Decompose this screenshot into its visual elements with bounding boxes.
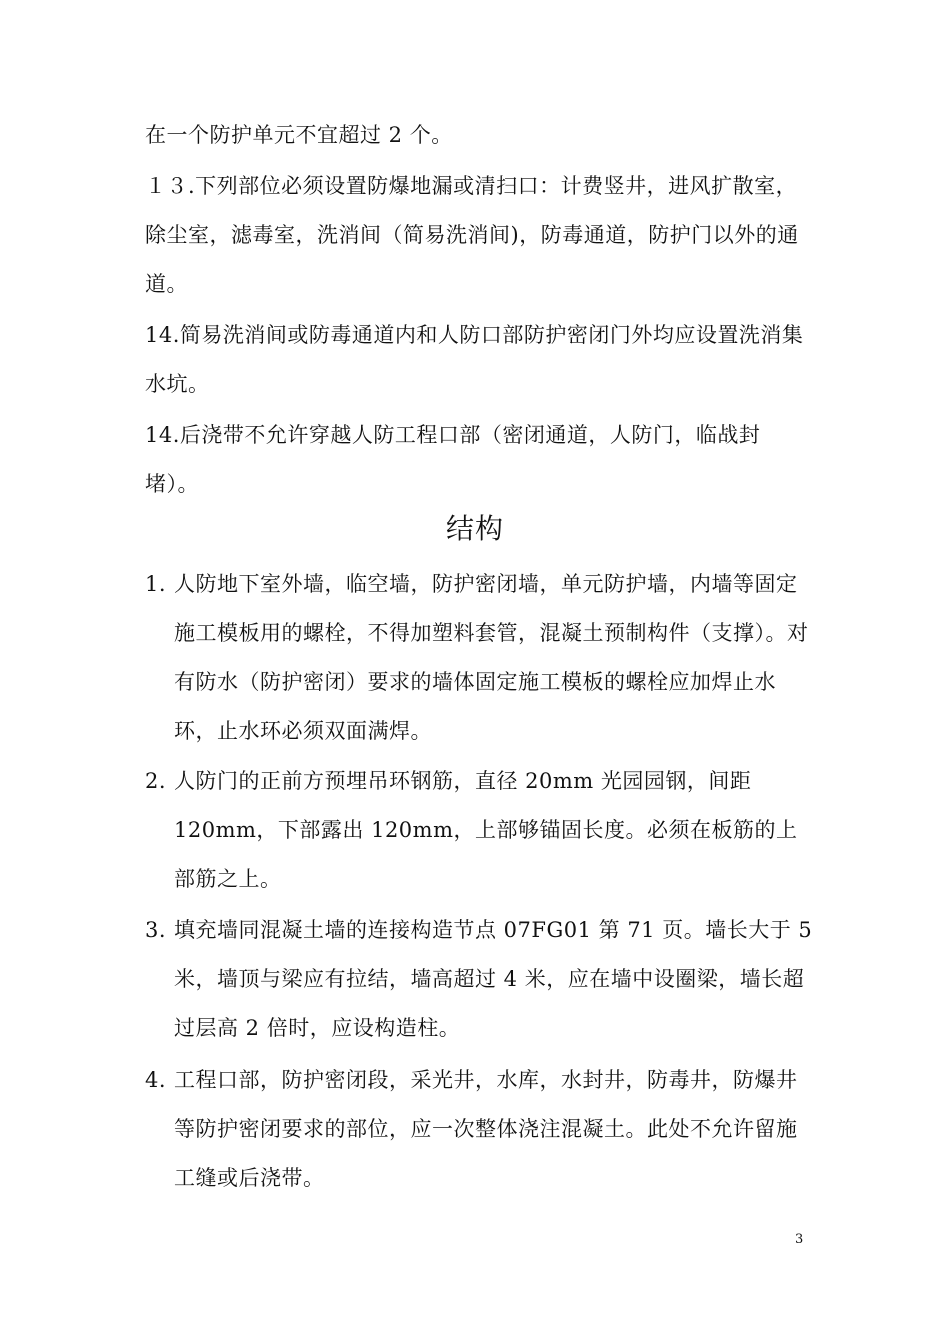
paragraph-item-14a: 14.简易洗消间或防毒通道内和人防口部防护密闭门外均应设置洗消集水坑。 — [145, 323, 804, 396]
paragraph-item-13: １３.下列部位必须设置防爆地漏或清扫口：计费竖井，进风扩散室，除尘室，滤毒室，洗消间（简易洗消间)，防毒通道，防护门以外的通道。 — [145, 174, 799, 296]
list-item-text: 人防门的正前方预埋吊环钢筋，直径 20mm 光园园钢，间距 120mm，下部露出 120mm，上部够锚固长度。必须在板筋的上部筋之上。 — [174, 769, 798, 891]
structure-list-item-4-wrapper — [145, 1056, 813, 1207]
structure-list-item-1-wrapper — [145, 560, 813, 760]
list-item-text: 人防地下室外墙，临空墙，防护密闭墙，单元防护墙，内墙等固定施工模板用的螺栓，不得加塑料套管，混凝土预制构件（支撑）。对有防水（防护密闭）要求的墙体固定施工模板的螺栓应加焊止水环，止水环必须双面满焊。 — [174, 572, 809, 743]
list-item — [145, 1056, 813, 1203]
list-item-number: 4. — [145, 1068, 167, 1092]
section-title: 结构 — [445, 512, 504, 545]
list-item-number: 3. — [145, 918, 167, 942]
structure-list-item-3-wrapper — [145, 906, 813, 1057]
paragraph-item-14b: 14.后浇带不允许穿越人防工程口部（密闭通道，人防门，临战封堵）。 — [145, 423, 761, 496]
list-item — [145, 906, 813, 1053]
list-item — [145, 560, 813, 756]
list-item-number: 2. — [145, 769, 167, 793]
list-item — [145, 757, 813, 904]
list-item-number: 1. — [145, 572, 167, 596]
list-item-text: 填充墙同混凝土墙的连接构造节点 07FG01 第 71 页。墙长大于 5 米，墙顶与梁应有拉结，墙高超过 4 米，应在墙中设圈梁，墙长超过层高 2 倍时，应设构造柱。 — [174, 918, 813, 1040]
page-number: 3 — [795, 1232, 804, 1247]
list-item-text: 工程口部，防护密闭段，采光井，水库，水封井，防毒井，防爆井等防护密闭要求的部位，应一次整体浇注混凝土。此处不允许留施工缝或后浇带。 — [174, 1068, 798, 1190]
structure-list-item-2-wrapper — [145, 757, 813, 908]
paragraph-continuation: 在一个防护单元不宜超过 2 个。 — [145, 123, 453, 147]
